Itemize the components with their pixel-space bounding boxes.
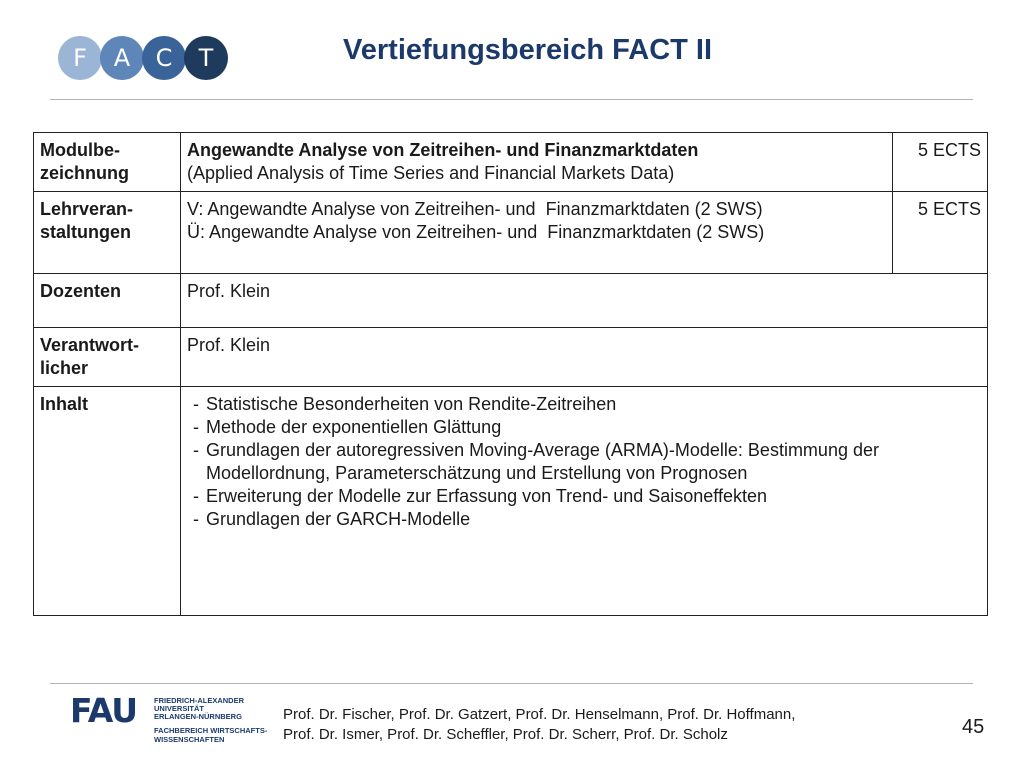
value-modulbezeichnung <box>181 133 893 192</box>
fau-logo <box>70 691 280 746</box>
authors <box>283 705 795 745</box>
row-modulbezeichnung <box>34 133 988 192</box>
page-number: 45 <box>962 716 985 738</box>
fau-wordmark: FAU <box>70 691 138 730</box>
value-dozenten: Prof. Klein <box>181 274 988 328</box>
header-divider <box>50 99 973 100</box>
module-subtitle: (Applied Analysis of Time Series and Financial Markets Data) <box>187 163 675 183</box>
page-title: Vertiefungsbereich FACT II <box>343 34 713 66</box>
list-item: - Methode der exponentiellen Glättung <box>193 416 981 439</box>
value-lehrveranstaltungen <box>181 192 893 274</box>
fau-university-name <box>154 697 244 721</box>
logo-letter-a: A <box>100 36 144 80</box>
fau-sub-line: WISSENSCHAFTEN <box>154 735 225 744</box>
list-item: - Statistische Besonderheiten von Rendite-Zeitreihen <box>193 393 981 416</box>
row-lehrveranstaltungen <box>34 192 988 274</box>
list-item: - Erweiterung der Modelle zur Erfassung von Trend- und Saisoneffekten <box>193 485 981 508</box>
value-inhalt <box>181 387 988 616</box>
module-title: Angewandte Analyse von Zeitreihen- und Finanzmarktdaten <box>187 140 699 160</box>
authors-line: Prof. Dr. Ismer, Prof. Dr. Scheffler, Prof. Dr. Scherr, Prof. Dr. Scholz <box>283 726 728 743</box>
list-item: - Grundlagen der autoregressiven Moving-Average (ARMA)-Modelle: Bestimmung der Modellordnung, Parameterschätzung und Erstellung von Prognosen <box>193 439 981 485</box>
logo-letter-f: F <box>58 36 102 80</box>
label-dozenten: Dozenten <box>34 274 181 328</box>
row-inhalt <box>34 387 988 616</box>
logo-letter-t: T <box>184 36 228 80</box>
footer-divider <box>50 683 973 684</box>
fau-sub-line: FACHBEREICH WIRTSCHAFTS- <box>154 726 268 735</box>
fact-logo <box>58 36 226 80</box>
lecture-line: V: Angewandte Analyse von Zeitreihen- und Finanzmarktdaten (2 SWS) <box>187 199 763 219</box>
value-verantwortlicher: Prof. Klein <box>181 328 988 387</box>
fau-line: UNIVERSITÄT <box>154 704 205 713</box>
label-verantwortlicher: Verantwort- licher <box>34 328 181 387</box>
label-inhalt: Inhalt <box>34 387 181 616</box>
fau-line: ERLANGEN-NÜRNBERG <box>154 712 242 721</box>
ects-lehrveranstaltungen: 5 ECTS <box>893 192 988 274</box>
label-modulbezeichnung: Modulbe- zeichnung <box>34 133 181 192</box>
authors-line: Prof. Dr. Fischer, Prof. Dr. Gatzert, Prof. Dr. Henselmann, Prof. Dr. Hoffmann, <box>283 706 796 723</box>
row-dozenten <box>34 274 988 328</box>
ects-modul: 5 ECTS <box>893 133 988 192</box>
exercise-line: Ü: Angewandte Analyse von Zeitreihen- und Finanzmarktdaten (2 SWS) <box>187 222 765 242</box>
content-list <box>187 393 981 531</box>
logo-letter-c: C <box>142 36 186 80</box>
module-table <box>33 132 988 616</box>
fau-line: FRIEDRICH-ALEXANDER <box>154 696 244 705</box>
fau-department <box>154 726 267 744</box>
list-item: - Grundlagen der GARCH-Modelle <box>193 508 981 531</box>
row-verantwortlicher <box>34 328 988 387</box>
label-lehrveranstaltungen: Lehrveran- staltungen <box>34 192 181 274</box>
